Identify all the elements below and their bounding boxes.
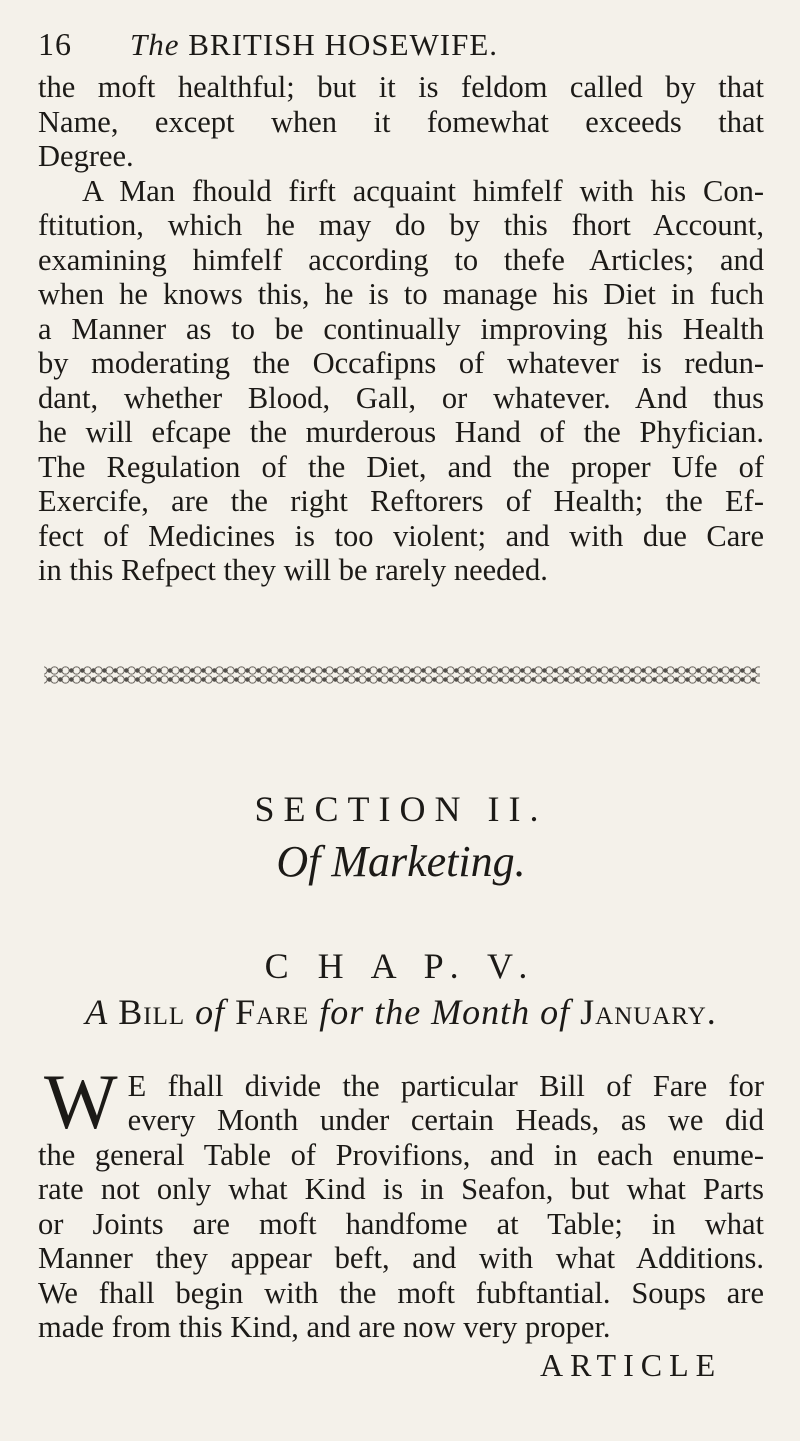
- text-line: E fhall divide the particular Bill of Fare for: [127, 1068, 764, 1103]
- text-line: every Month under certain Heads, as we did: [127, 1103, 764, 1137]
- section-title: Of Marketing.: [276, 836, 526, 886]
- page-number: 16: [38, 26, 72, 62]
- text-line: made from this Kind, and are now very proper.: [38, 1310, 611, 1344]
- text-line: rate not only what Kind is in Seafon, but what Parts: [38, 1172, 764, 1206]
- chapter-title-fare: Fare: [235, 991, 310, 1032]
- paragraph-bill-of-fare: [38, 1057, 764, 1345]
- text-line: Name, except when it fomewhat exceeds that: [38, 104, 764, 139]
- text-line: he will efcape the murderous Hand of the Phyfician.: [38, 415, 764, 449]
- text-line: Manner they appear beft, and with what Additions.: [38, 1241, 764, 1275]
- text-line: The Regulation of the Diet, and the proper Ufe of: [38, 449, 764, 484]
- text-line: or Joints are moft handfome at Table; in what: [38, 1206, 764, 1241]
- text-line: in this Refpect they will be rarely needed.: [38, 553, 548, 587]
- section-heading: SECTION II.: [254, 788, 548, 829]
- catchword: ARTICLE: [540, 1347, 723, 1383]
- running-head: [38, 26, 764, 70]
- chapter-title-of: of: [195, 991, 226, 1032]
- text-line: by moderating the Occafipns of whatever is redun-: [38, 346, 764, 380]
- text-line: ftitution, which he may do by this fhort Account,: [38, 208, 764, 242]
- chapter-heading: C H A P. V.: [264, 945, 538, 986]
- text-line: Degree.: [38, 139, 134, 173]
- drop-cap: W: [44, 1057, 118, 1145]
- ornamental-rule: [44, 666, 760, 684]
- chapter-title-for: for the Month of: [319, 991, 571, 1032]
- running-title: [130, 27, 498, 63]
- text-line: A Man fhould firft acquaint himfelf with his Con-: [82, 173, 764, 208]
- text-line: the moft healthful; but it is feldom called by that: [38, 70, 764, 104]
- text-line: fect of Medicines is too violent; and with due Care: [38, 518, 764, 553]
- text-line: dant, whether Blood, Gall, or whatever. And thus: [38, 380, 764, 415]
- running-title-prefix: The: [130, 27, 180, 62]
- paragraph-constitution: [38, 174, 764, 588]
- running-title-main: BRITISH HOSEWIFE.: [188, 27, 499, 62]
- text-line: a Manner as to be continually improving his Health: [38, 311, 764, 346]
- chapter-title-prefix: A: [85, 991, 109, 1032]
- paragraph-continued: [38, 70, 764, 174]
- text-line: examining himfelf according to thefe Articles; and: [38, 242, 764, 277]
- text-line: We fhall begin with the moft fubftantial. Soups are: [38, 1275, 764, 1310]
- chapter-title-bill: Bill: [118, 991, 186, 1032]
- chapter-title: [38, 991, 764, 1033]
- text-line: Exercife, are the right Reftorers of Health; the Ef-: [38, 484, 764, 518]
- chapter-title-month: January.: [580, 991, 717, 1032]
- text-line: when he knows this, he is to manage his Diet in fuch: [38, 277, 764, 311]
- text-line: the general Table of Provifions, and in each enume-: [38, 1137, 764, 1172]
